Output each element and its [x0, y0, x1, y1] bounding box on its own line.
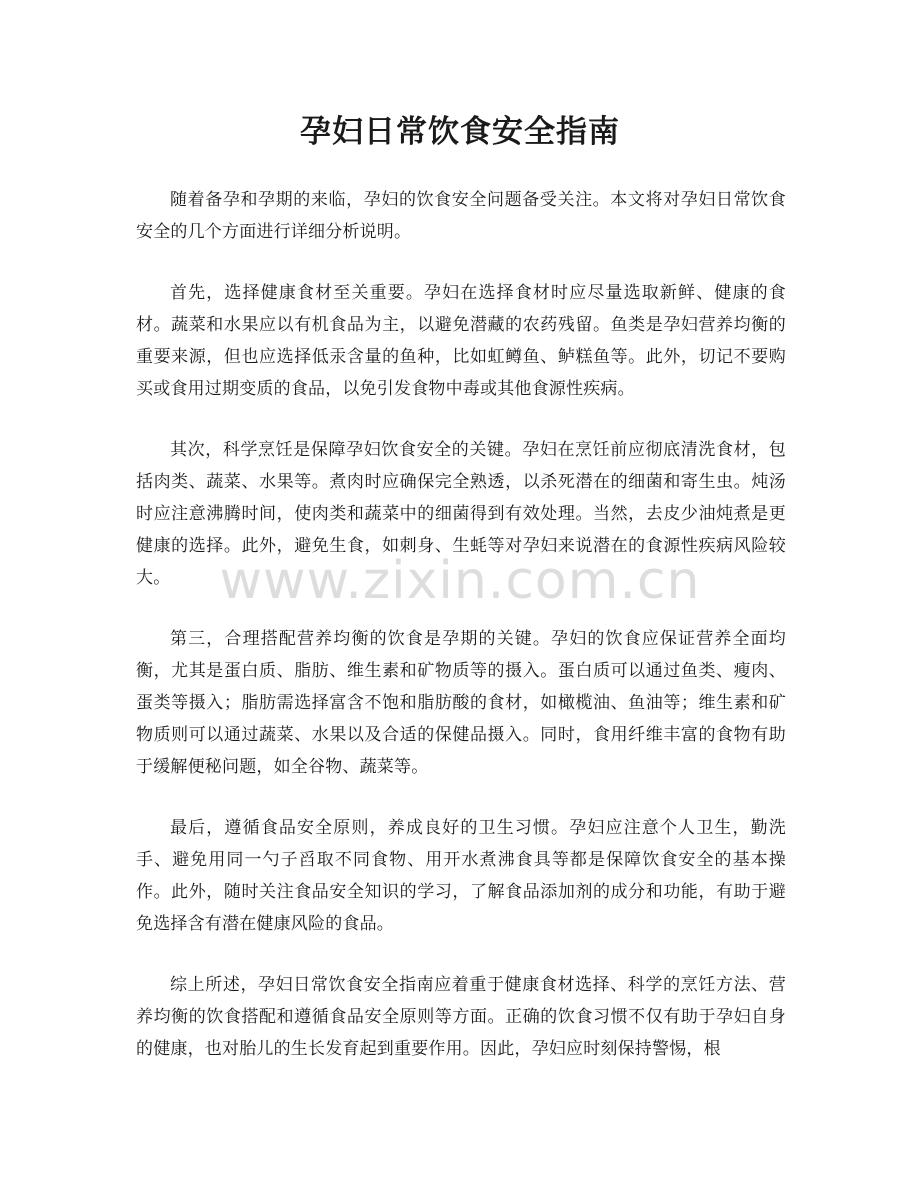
watermark: www.zixin.com.cn [219, 551, 701, 611]
page-title: 孕妇日常饮食安全指南 [300, 114, 620, 150]
paragraph-summary: 综上所述，孕妇日常饮食安全指南应着重于健康食材选择、科学的烹饪方法、营养均衡的饮食搭配和遵循食品安全原则等方面。正确的饮食习惯不仅有助于孕妇自身的健康，也对胎儿的生长发育起到重要作用。因此，孕妇应时刻保持警惕，根 [136, 975, 786, 1059]
paragraph-hygiene: 最后，遵循食品安全原则，养成良好的卫生习惯。孕妇应注意个人卫生，勤洗手、避免用同一勺子舀取不同食物、用开水煮沸食具等都是保障饮食安全的基本操作。此外，随时关注食品安全知识的学习，了解食品添加剂的成分和功能，有助于避免选择含有潜在健康风险的食品。 [136, 818, 786, 934]
paragraph-cooking: 其次，科学烹饪是保障孕妇饮食安全的关键。孕妇在烹饪前应彻底清洗食材，包括肉类、蔬菜、水果等。煮肉时应确保完全熟透，以杀死潜在的细菌和寄生虫。炖汤时应注意沸腾时间，使肉类和蔬菜中的细菌得到有效处理。当然，去皮少油炖煮是更健康的选择。此外，避免生食，如刺身、生蚝等对孕妇来说潜在的食源性疾病风险较大。 [136, 440, 786, 588]
paragraph-intro: 随着备孕和孕期的来临，孕妇的饮食安全问题备受关注。本文将对孕妇日常饮食安全的几个方面进行详细分析说明。 [136, 190, 786, 242]
document-body [136, 184, 786, 1094]
paragraph-ingredients: 首先，选择健康食材至关重要。孕妇在选择食材时应尽量选取新鲜、健康的食材。蔬菜和水果应以有机食品为主，以避免潜藏的农药残留。鱼类是孕妇营养均衡的重要来源，但也应选择低汞含量的鱼种，比如虹鳟鱼、鲈糕鱼等。此外，切记不要购买或食用过期变质的食品，以免引发食物中毒或其他食源性疾病。 [136, 283, 786, 399]
paragraph-nutrition: 第三，合理搭配营养均衡的饮食是孕期的关键。孕妇的饮食应保证营养全面均衡，尤其是蛋白质、脂肪、维生素和矿物质等的摄入。蛋白质可以通过鱼类、瘦肉、蛋类等摄入；脂肪需选择富含不饱和脂肪酸的食材，如橄榄油、鱼油等；维生素和矿物质则可以通过蔬菜、水果以及合适的保健品摄入。同时，食用纤维丰富的食物有助于缓解便秘问题，如全谷物、蔬菜等。 [136, 629, 786, 777]
